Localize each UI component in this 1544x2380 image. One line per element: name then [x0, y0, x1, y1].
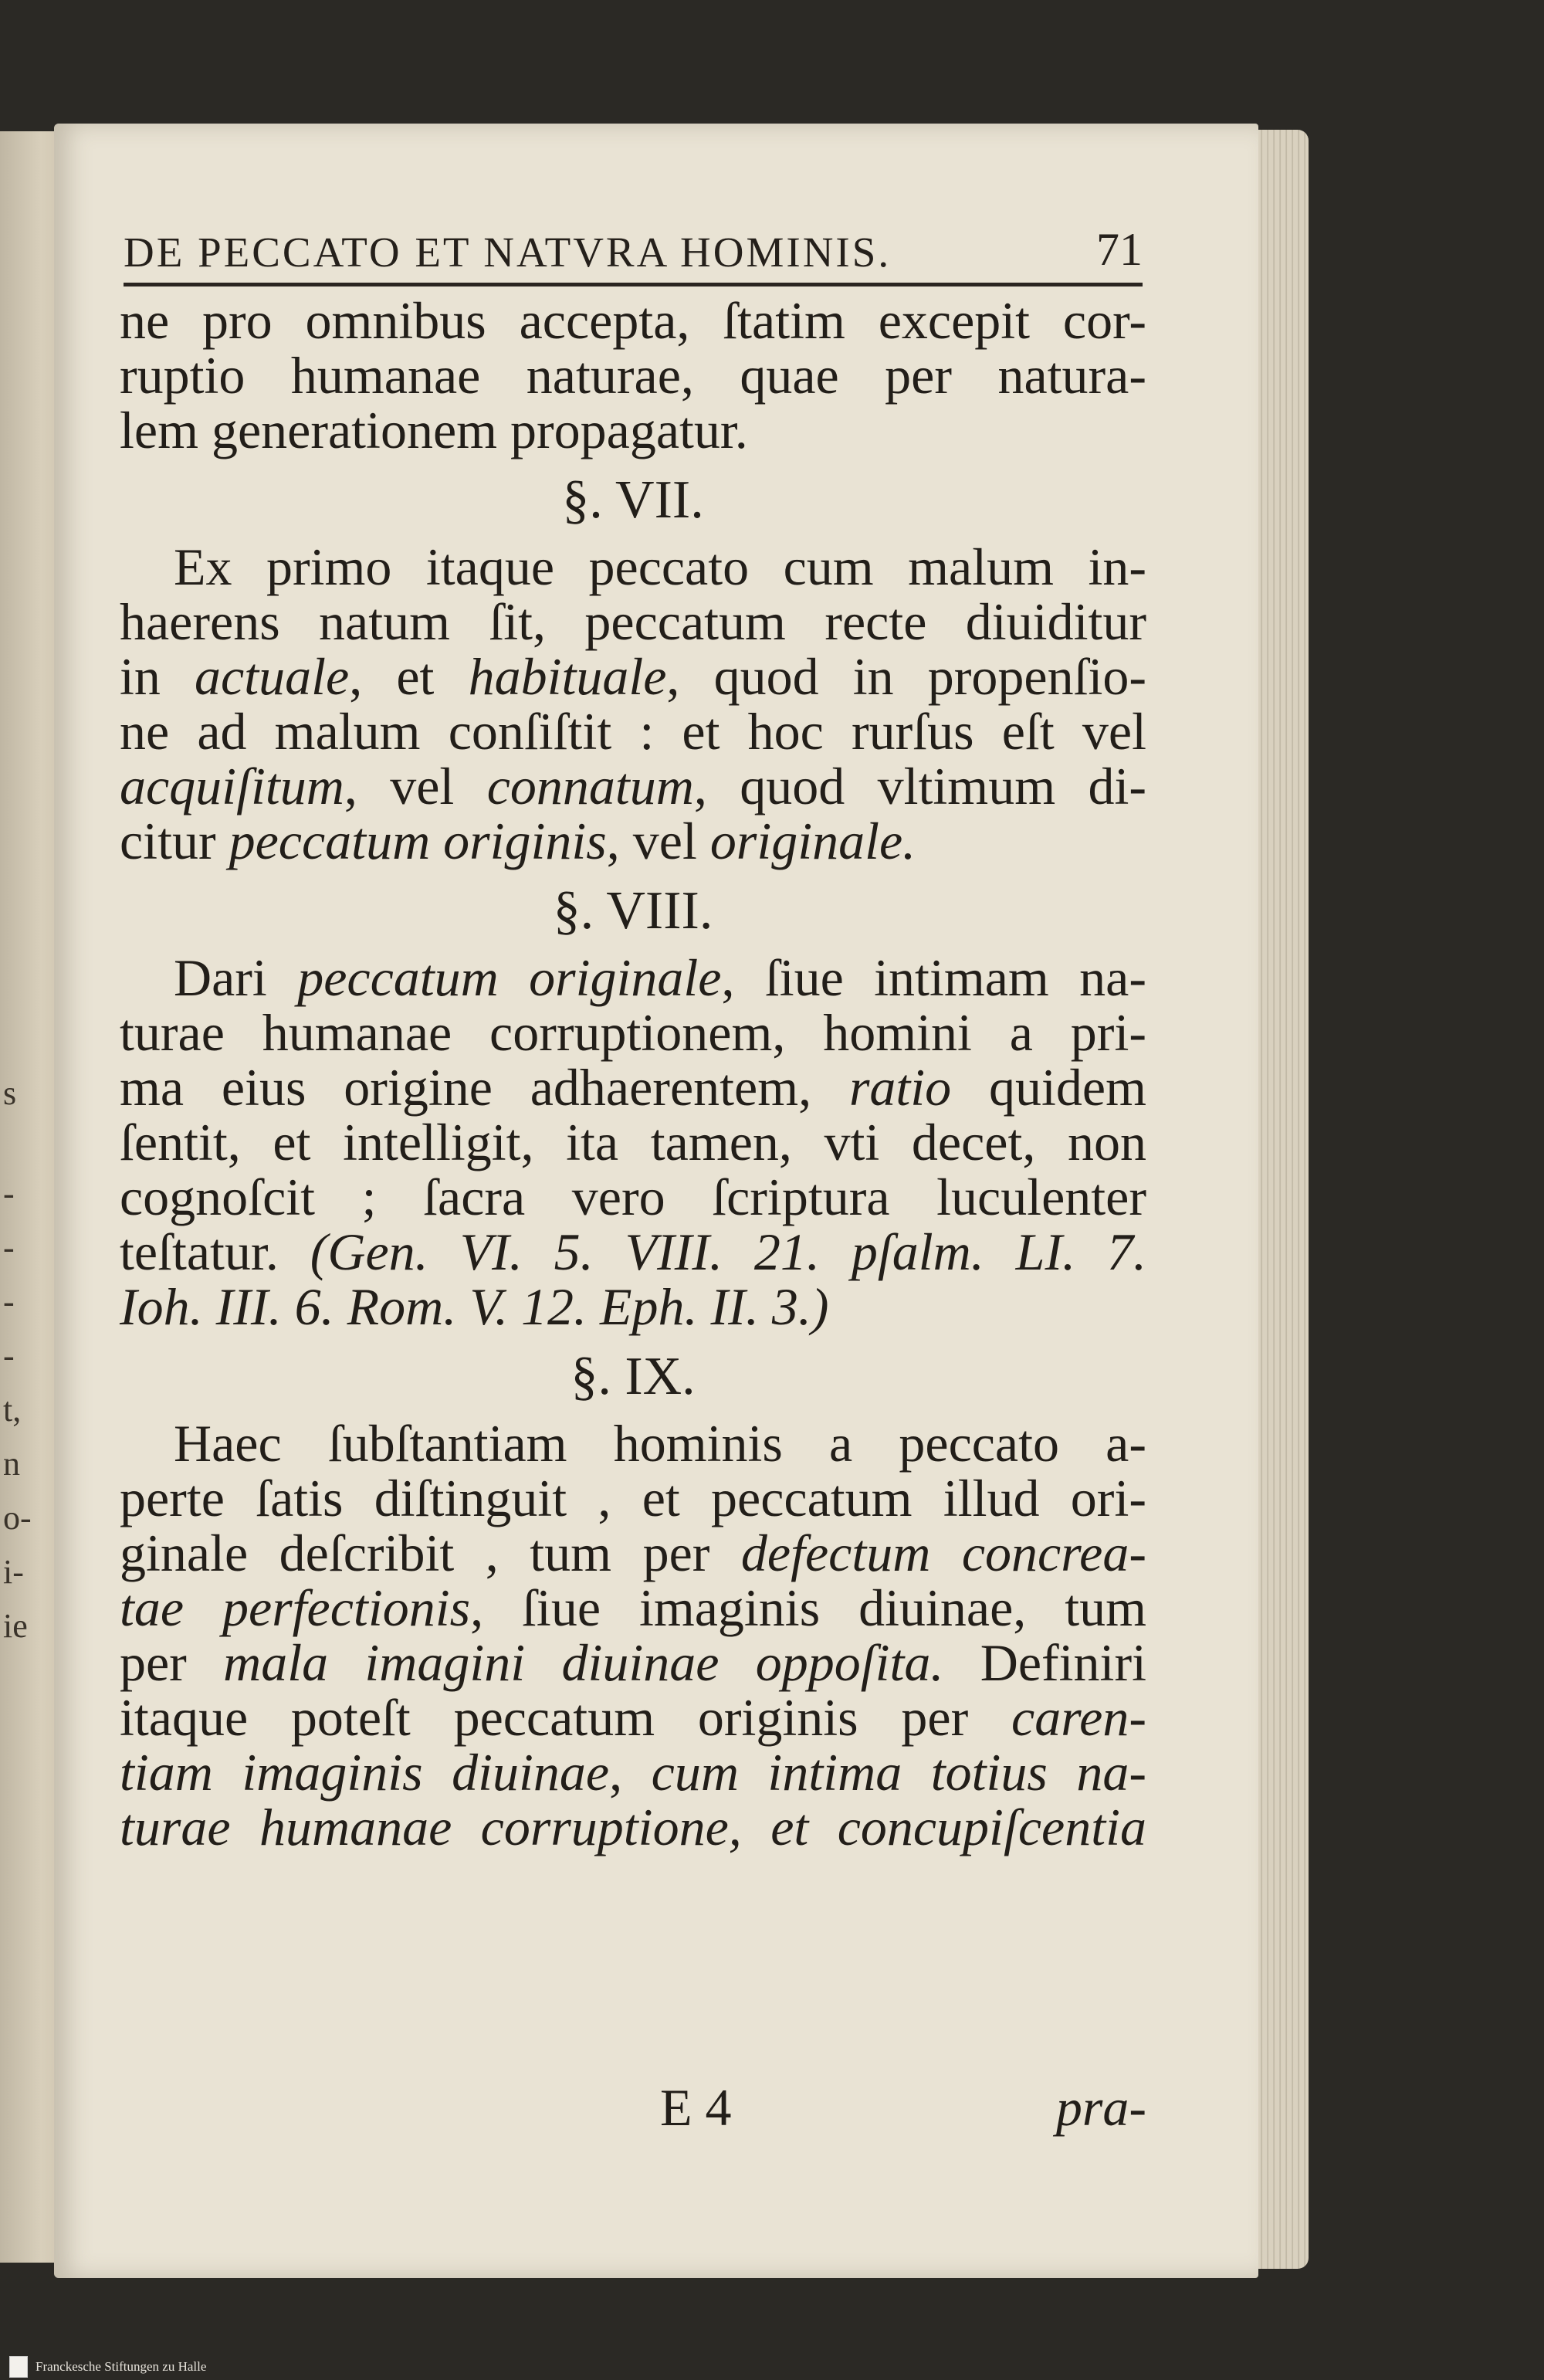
- credit-text: Franckesche Stiftungen zu Halle: [36, 2359, 207, 2374]
- text-line: per mala imagini diuinae oppoſita. Definiri: [120, 1633, 1146, 1692]
- left-fragment: -: [3, 1229, 15, 1266]
- left-fragment: ie: [3, 1607, 28, 1645]
- text-line: teſtatur. (Gen. VI. 5. VIII. 21. pſalm. LI. 7.: [120, 1222, 1146, 1281]
- left-fragment: -: [3, 1175, 15, 1212]
- text-line: citur peccatum originis, vel originale.: [120, 812, 916, 870]
- text-line: perte ſatis diſtinguit , et peccatum illud ori-: [120, 1469, 1146, 1527]
- text-line: tiam imaginis diuinae, cum intima totius na-: [120, 1743, 1147, 1802]
- text-line: Ioh. III. 6. Rom. V. 12. Eph. II. 3.): [120, 1277, 829, 1336]
- institution-logo-icon: [9, 2356, 28, 2378]
- signature-mark: E 4: [660, 2078, 732, 2137]
- page-footer: [120, 2077, 1146, 2139]
- text-line: ne ad malum conſiſtit : et hoc rurſus eſt vel: [120, 702, 1146, 761]
- text-line: ginale deſcribit , tum per defectum concrea-: [120, 1524, 1146, 1582]
- running-head: [124, 215, 1143, 286]
- section-heading-ix: §. IX.: [571, 1347, 696, 1406]
- left-fragment: n: [3, 1445, 20, 1483]
- text-line: lem generationem propagatur.: [120, 401, 748, 459]
- catchword: pra-: [1055, 2078, 1146, 2137]
- left-fragment: i-: [3, 1553, 24, 1591]
- left-fragment: t,: [3, 1391, 22, 1429]
- credit-bar: [0, 2354, 1544, 2380]
- text-line: itaque poteſt peccatum originis per caren-: [120, 1688, 1146, 1747]
- left-fragment: -: [3, 1337, 15, 1375]
- text-line: cognoſcit ; ſacra vero ſcriptura luculenter: [120, 1168, 1146, 1226]
- left-fragment: s: [3, 1074, 17, 1112]
- text-line: turae humanae corruptionem, homini a pri-: [120, 1003, 1146, 1062]
- text-line: Dari peccatum originale, ſiue intimam na-: [174, 948, 1147, 1007]
- text-line: ruptio humanae naturae, quae per natura-: [120, 346, 1146, 405]
- text-line: Ex primo itaque peccato cum malum in-: [174, 537, 1146, 596]
- body-text: [120, 293, 1146, 1855]
- page-number: 71: [1096, 224, 1143, 275]
- text-line: ſentit, et intelligit, ita tamen, vti decet, non: [120, 1113, 1146, 1171]
- text-line: in actuale, et habituale, quod in propenſio-: [120, 647, 1146, 706]
- text-line: tae perfectionis, ſiue imaginis diuinae, tum: [120, 1578, 1146, 1637]
- text-line: turae humanae corruptione, et concupiſcentia: [120, 1798, 1146, 1856]
- text-line: Haec ſubſtantiam hominis a peccato a-: [174, 1414, 1146, 1473]
- left-fragment: -: [3, 1283, 15, 1321]
- section-heading-vii: §. VII.: [562, 470, 704, 530]
- text-line: ne pro omnibus accepta, ſtatim excepit cor-: [120, 291, 1146, 350]
- section-heading-viii: §. VIII.: [553, 881, 713, 941]
- left-fragment: o-: [3, 1499, 32, 1537]
- running-head-title: DE PECCATO ET NATVRA HOMINIS.: [124, 229, 892, 276]
- text-line: haerens natum ſit, peccatum recte diuiditur: [120, 592, 1146, 651]
- text-line: acquiſitum, vel connatum, quod vltimum di-: [120, 757, 1146, 815]
- text-line: ma eius origine adhaerentem, ratio quidem: [120, 1058, 1146, 1117]
